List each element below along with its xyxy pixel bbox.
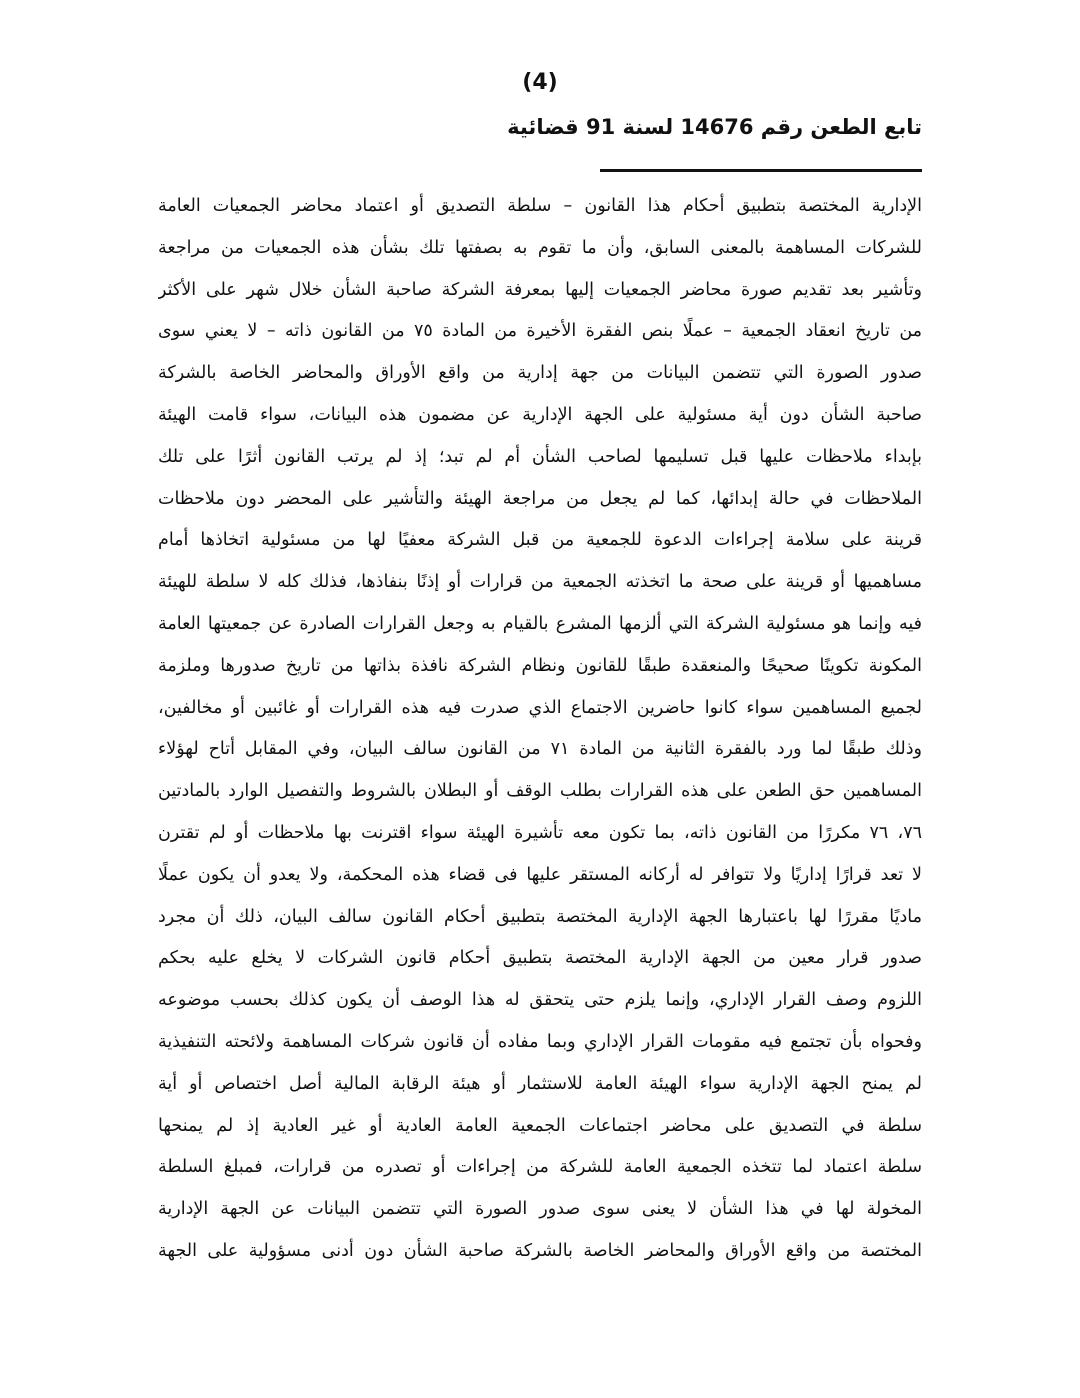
text-line: قرينة على سلامة إجراءات الدعوة للجمعية من قبل الشركة معفيًا لها من مسئولية اتخاذها أمام [158,530,922,551]
text-line: سلطة اعتماد لما تتخذه الجمعية العامة للشركة من إجراءات أو تصدره من قرارات، فمبلغ السلطة [158,1157,922,1178]
text-line: المساهمين حق الطعن على هذه القرارات بطلب الوقف أو البطلان بالشروط والتفصيل الوارد بالمادتين [158,781,922,802]
text-line: وتأشير بعد تقديم صورة محاضر الجمعيات إليها بمعرفة الشركة صاحبة الشأن خلال شهر على الأكثر [158,279,922,300]
text-line: المخولة لها في هذا الشأن لا يعنى سوى صدور الصورة التي تتضمن البيانات عن الجهة الإدارية [158,1199,922,1220]
case-title: تابع الطعن رقم 14676 لسنة 91 قضائية [507,115,922,139]
text-line: لم يمنح الجهة الإدارية سواء الهيئة العامة للاستثمار أو هيئة الرقابة المالية أصل اختصاص أو أية [158,1073,922,1094]
text-line: صدور قرار معين من الجهة الإدارية المختصة بتطبيق أحكام قانون الشركات لا يخلع عليه بحكم [158,948,922,969]
text-line: سلطة في التصديق على محاضر اجتماعات الجمعية العامة العادية أو غير العادية إذ لم يمنحها [158,1115,922,1136]
text-line: اللزوم وصف القرار الإداري، وإنما يلزم حتى يتحقق له هذا الوصف أن يكون كذلك بحسب موضوعه [158,990,922,1011]
text-line: ٧٦، ٧٦ مكررًا من القانون ذاته، بما تكون معه تأشيرة الهيئة سواء اقترنت بها ملاحظات أو لم تقترن [158,822,922,843]
text-line: وذلك طبقًا لما ورد بالفقرة الثانية من المادة ٧١ من القانون سالف البيان، وفي المقابل أتاح لهؤلاء [158,739,922,760]
text-line: لا تعد قرارًا إداريًا ولا تتوافر له أركانه المستقر عليها فى قضاء هذه المحكمة، ولا يعدو أن يكون عملًا [158,864,922,885]
body-text [158,186,922,1273]
page-number: (4) [522,70,558,95]
text-line: صاحبة الشأن دون أية مسئولية على الجهة الإدارية عن مضمون هذه البيانات، سواء قامت الهيئة [158,404,922,425]
text-line: مساهميها أو قرينة على صحة ما اتخذته الجمعية من قرارات أو إذنًا بنفاذها، فذلك كله لا سلطة للهيئة [158,572,922,593]
text-line: ماديًا مقررًا لها باعتبارها الجهة الإدارية المختصة بتطبيق أحكام القانون سالف البيان، ذلك أن مجرد [158,906,922,927]
text-line: الإدارية المختصة بتطبيق أحكام هذا القانون – سلطة التصديق أو اعتماد محاضر الجمعيات العامة [158,196,922,216]
text-line: فيه وإنما هو مسئولية الشركة التي ألزمها المشرع بالقيام به وجعل القرارات الصادرة عن جمعيتها العامة [158,613,922,634]
text-line: من تاريخ انعقاد الجمعية – عملًا بنص الفقرة الأخيرة من المادة ٧٥ من القانون ذاته – لا يعني سوى [158,321,922,342]
text-line: المختصة من واقع الأوراق والمحاضر الخاصة بالشركة صاحبة الشأن دون أدنى مسؤولية على الجهة [158,1240,922,1261]
text-line: الملاحظات في حالة إبدائها، كما لم يجعل من مراجعة الهيئة والتأشير على المحضر دون ملاحظات [158,488,922,509]
header-divider [600,169,922,172]
text-line: المكونة تكوينًا صحيحًا والمنعقدة طبقًا للقانون ونظام الشركة نافذة بذاتها من تاريخ صدورها وملزمة [158,655,922,676]
text-line: بإبداء ملاحظات عليها قبل تسليمها لصاحب الشأن أم لم تبد؛ إذ لم يرتب القانون أثرًا على تلك [158,446,922,467]
text-line: صدور الصورة التي تتضمن البيانات من جهة إدارية من واقع الأوراق والمحاضر الخاصة بالشركة [158,363,922,384]
text-line: وفحواه بأن تجتمع فيه مقومات القرار الإداري وبما مفاده أن قانون شركات المساهمة ولائحته التنفيذية [158,1031,922,1052]
text-line: لجميع المساهمين سواء كانوا حاضرين الاجتماع الذي صدرت فيه هذه القرارات أو غائبين أو مخالفين، [158,697,922,718]
text-line: للشركات المساهمة بالمعنى السابق، وأن ما تقوم به بصفتها تلك بشأن هذه الجمعيات من مراجعة [158,237,922,258]
